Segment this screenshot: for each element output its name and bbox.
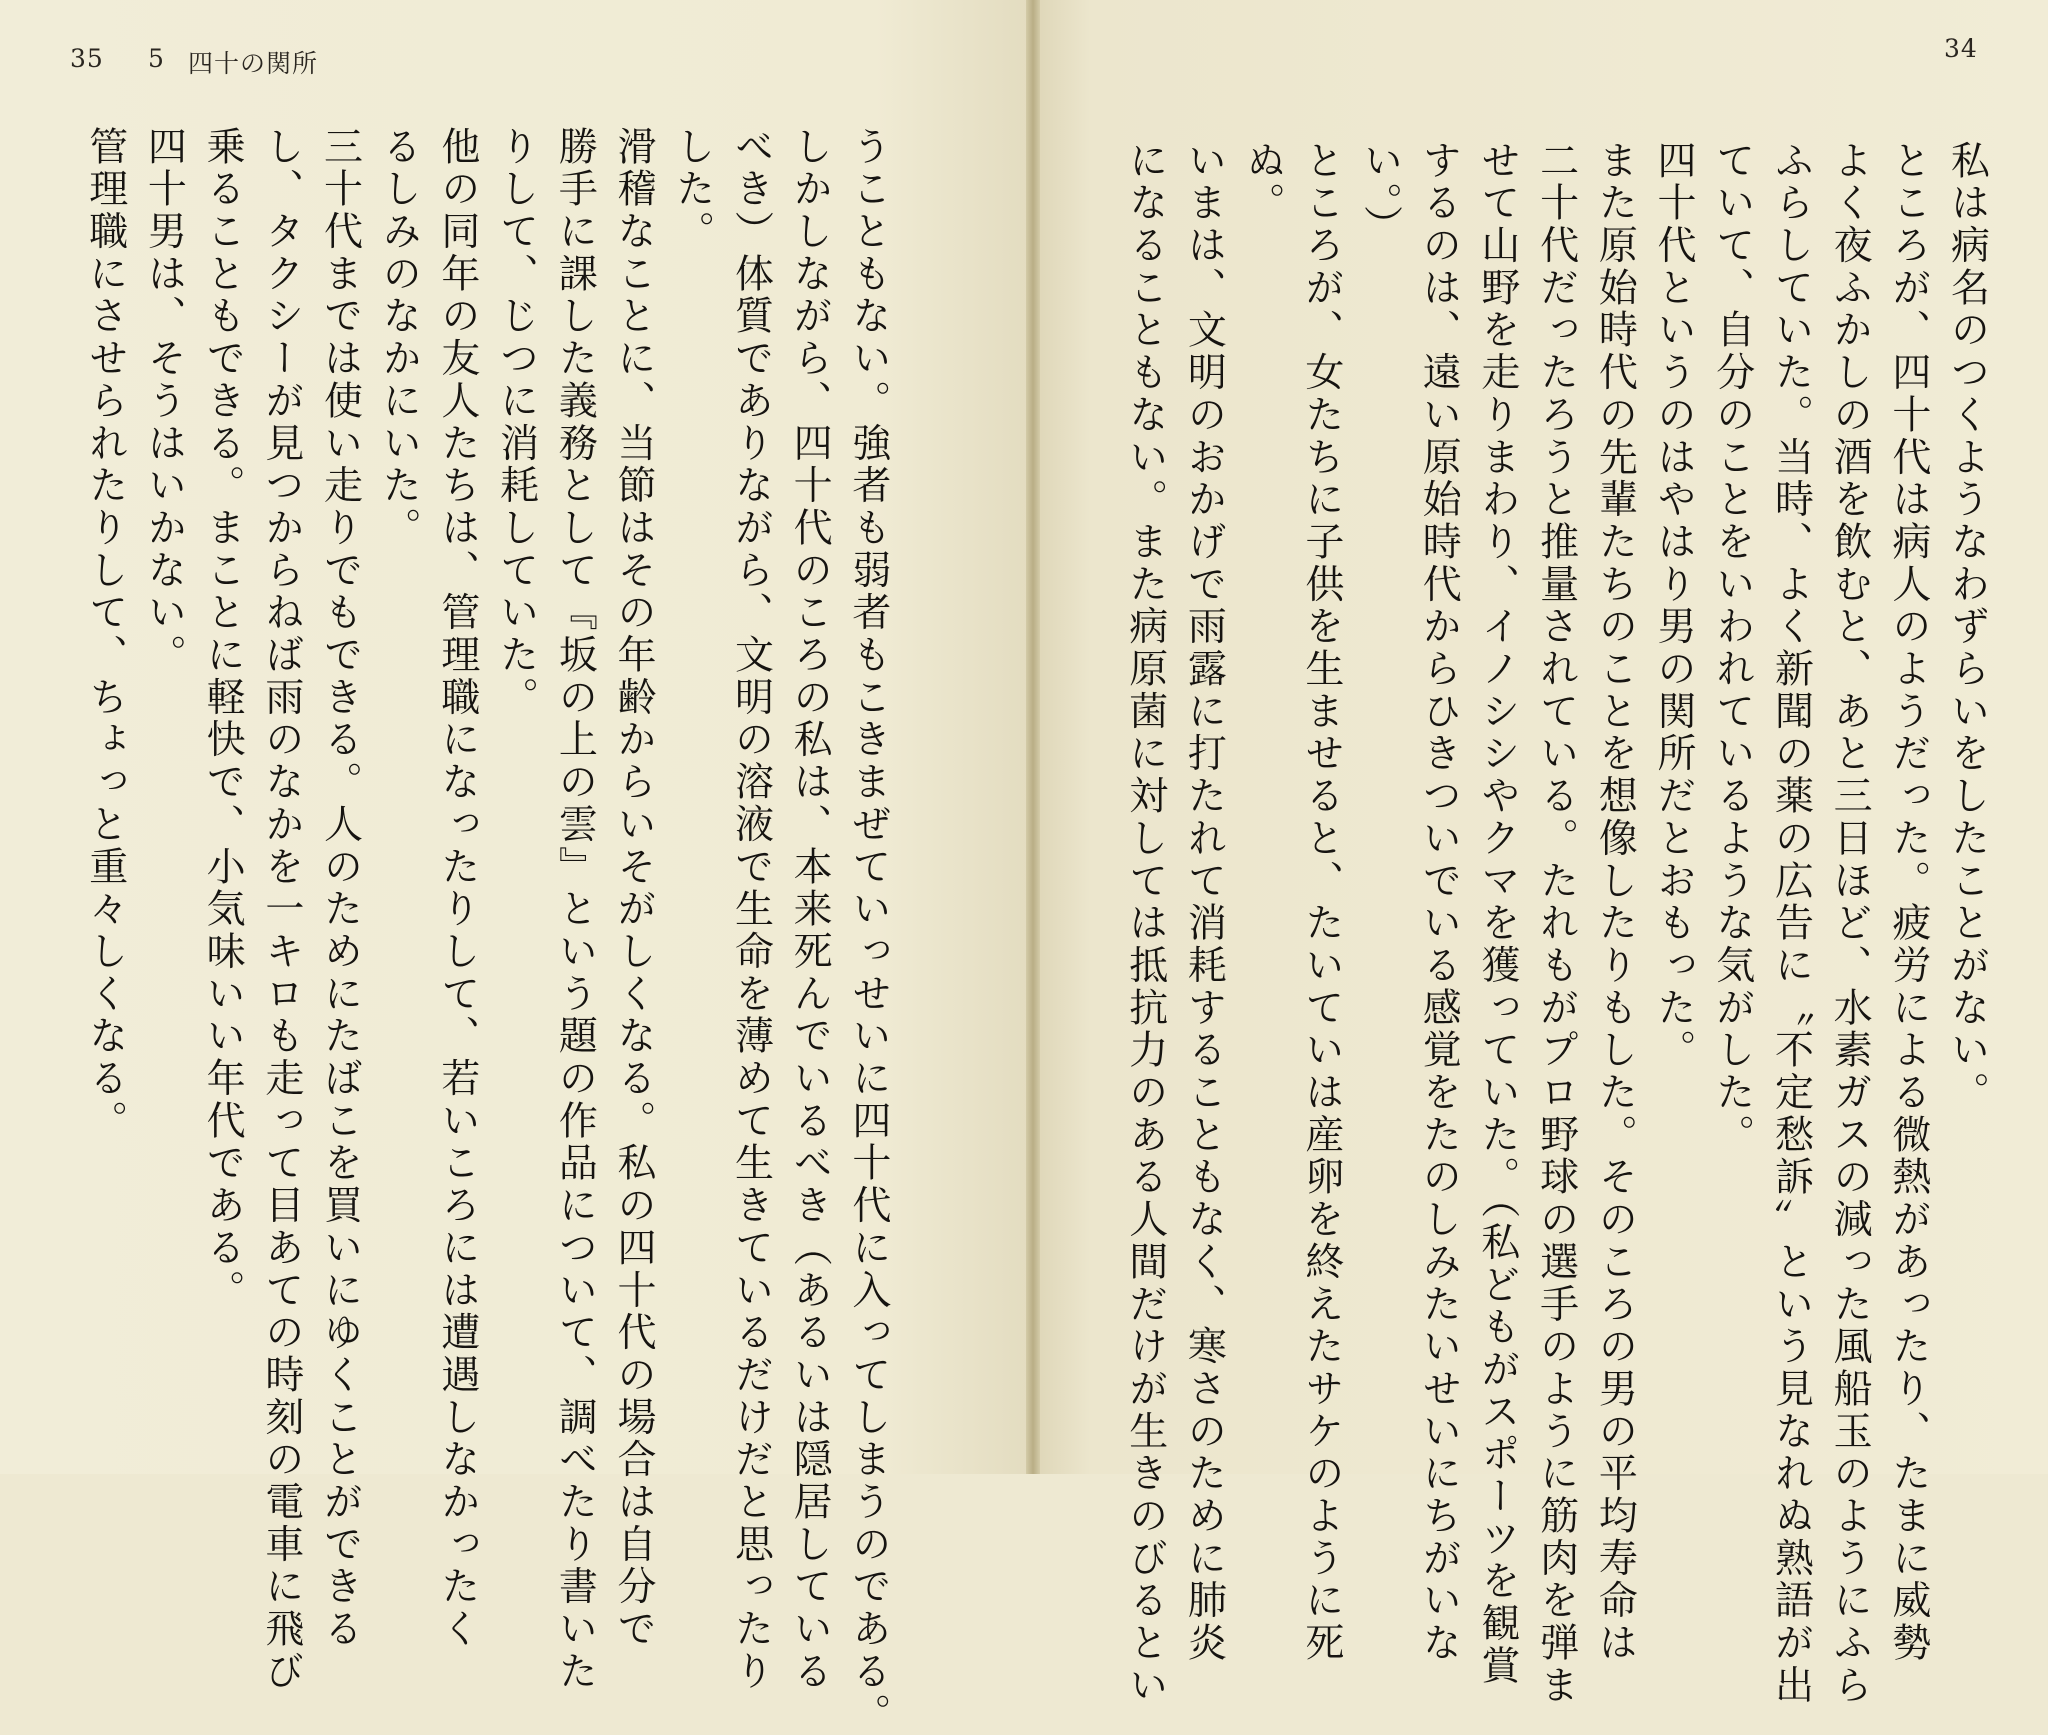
text-line: べき）体質でありながら、文明の溶液で生命を薄めて生きているだけだと思ったり xyxy=(728,126,774,1693)
text-line: しかしながら、四十代のころの私は、本来死んでいるべき（あるいは隠居している xyxy=(787,126,833,1693)
text-line: いまは、文明のおかげで雨露に打たれて消耗することもなく、寒さのために肺炎 xyxy=(1181,140,1227,1665)
text-line: ところが、四十代は病人のようだった。疲労による微熱があったり、たまに威勢 xyxy=(1885,140,1931,1665)
right-page-number: 34 xyxy=(1944,34,1978,63)
text-line: 二十代だったろうと推量されている。たれもがプロ野球の選手のように筋肉を弾ま xyxy=(1533,140,1579,1707)
text-line: また原始時代の先輩たちのことを想像したりもした。そのころの男の平均寿命は xyxy=(1592,140,1638,1665)
chapter-number: 5 xyxy=(148,44,165,73)
text-line: うこともない。強者も弱者もこきまぜていっせいに四十代に入ってしまうのである。 xyxy=(845,126,891,1735)
text-line: 乗ることもできる。まことに軽快で、小気味いい年代である。 xyxy=(200,126,246,1312)
text-line: ていて、自分のことをいわれているような気がした。 xyxy=(1709,140,1755,1157)
text-line: ふらしていた。当時、よく新聞の薬の広告に〝不定愁訴〟という見なれぬ熟語が出 xyxy=(1768,140,1814,1707)
text-line: るしみのなかにいた。 xyxy=(376,126,422,550)
text-line: ぬ。 xyxy=(1240,140,1286,225)
text-line: ところが、女たちに子供を生ませると、たいていは産卵を終えたサケのように死 xyxy=(1298,140,1344,1665)
text-line: し、タクシーが見つからねば雨のなかを一キロも走って目あての時刻の電車に飛び xyxy=(258,126,304,1693)
left-page-text xyxy=(75,126,897,1735)
text-line: するのは、遠い原始時代からひきついでいる感覚をたのしみたいせいにちがいな xyxy=(1416,140,1462,1665)
text-line: になることもない。また病原菌に対しては抵抗力のある人間だけが生きのびるとい xyxy=(1122,140,1168,1707)
text-line: よく夜ふかしの酒を飲むと、あと三日ほど、水素ガスの減った風船玉のようにふら xyxy=(1827,140,1873,1707)
text-line: りして、じつに消耗していた。 xyxy=(493,126,539,719)
left-page-number: 35 xyxy=(70,44,104,73)
text-line: せて山野を走りまわり、イノシシやクマを獲っていた。（私どもがスポーツを観賞 xyxy=(1474,140,1520,1688)
text-line: 他の同年の友人たちは、管理職になったりして、若いころには遭遇しなかったく xyxy=(434,126,480,1651)
text-line: 私は病名のつくようなわずらいをしたことがない。 xyxy=(1944,140,1990,1115)
text-line: 滑稽なことに、当節はその年齢からいそがしくなる。私の四十代の場合は自分で xyxy=(611,126,657,1651)
text-line: 四十代というのはやはり男の関所だとおもった。 xyxy=(1651,140,1697,1072)
text-line: い。） xyxy=(1357,140,1403,248)
text-line: 四十男は、そうはいかない。 xyxy=(141,126,187,677)
text-line: した。 xyxy=(669,126,715,254)
text-line: 管理職にさせられたりして、ちょっと重々しくなる。 xyxy=(82,126,128,1143)
text-line: 三十代までは使い走りでもできる。人のためにたばこを買いにゆくことができる xyxy=(317,126,363,1651)
chapter-title: 四十の関所 xyxy=(188,49,319,78)
right-page-text xyxy=(1115,140,1996,1707)
book-gutter xyxy=(1026,0,1040,1474)
text-line: 勝手に課した義務として『坂の上の雲』という題の作品について、調べたり書いた xyxy=(552,126,598,1693)
